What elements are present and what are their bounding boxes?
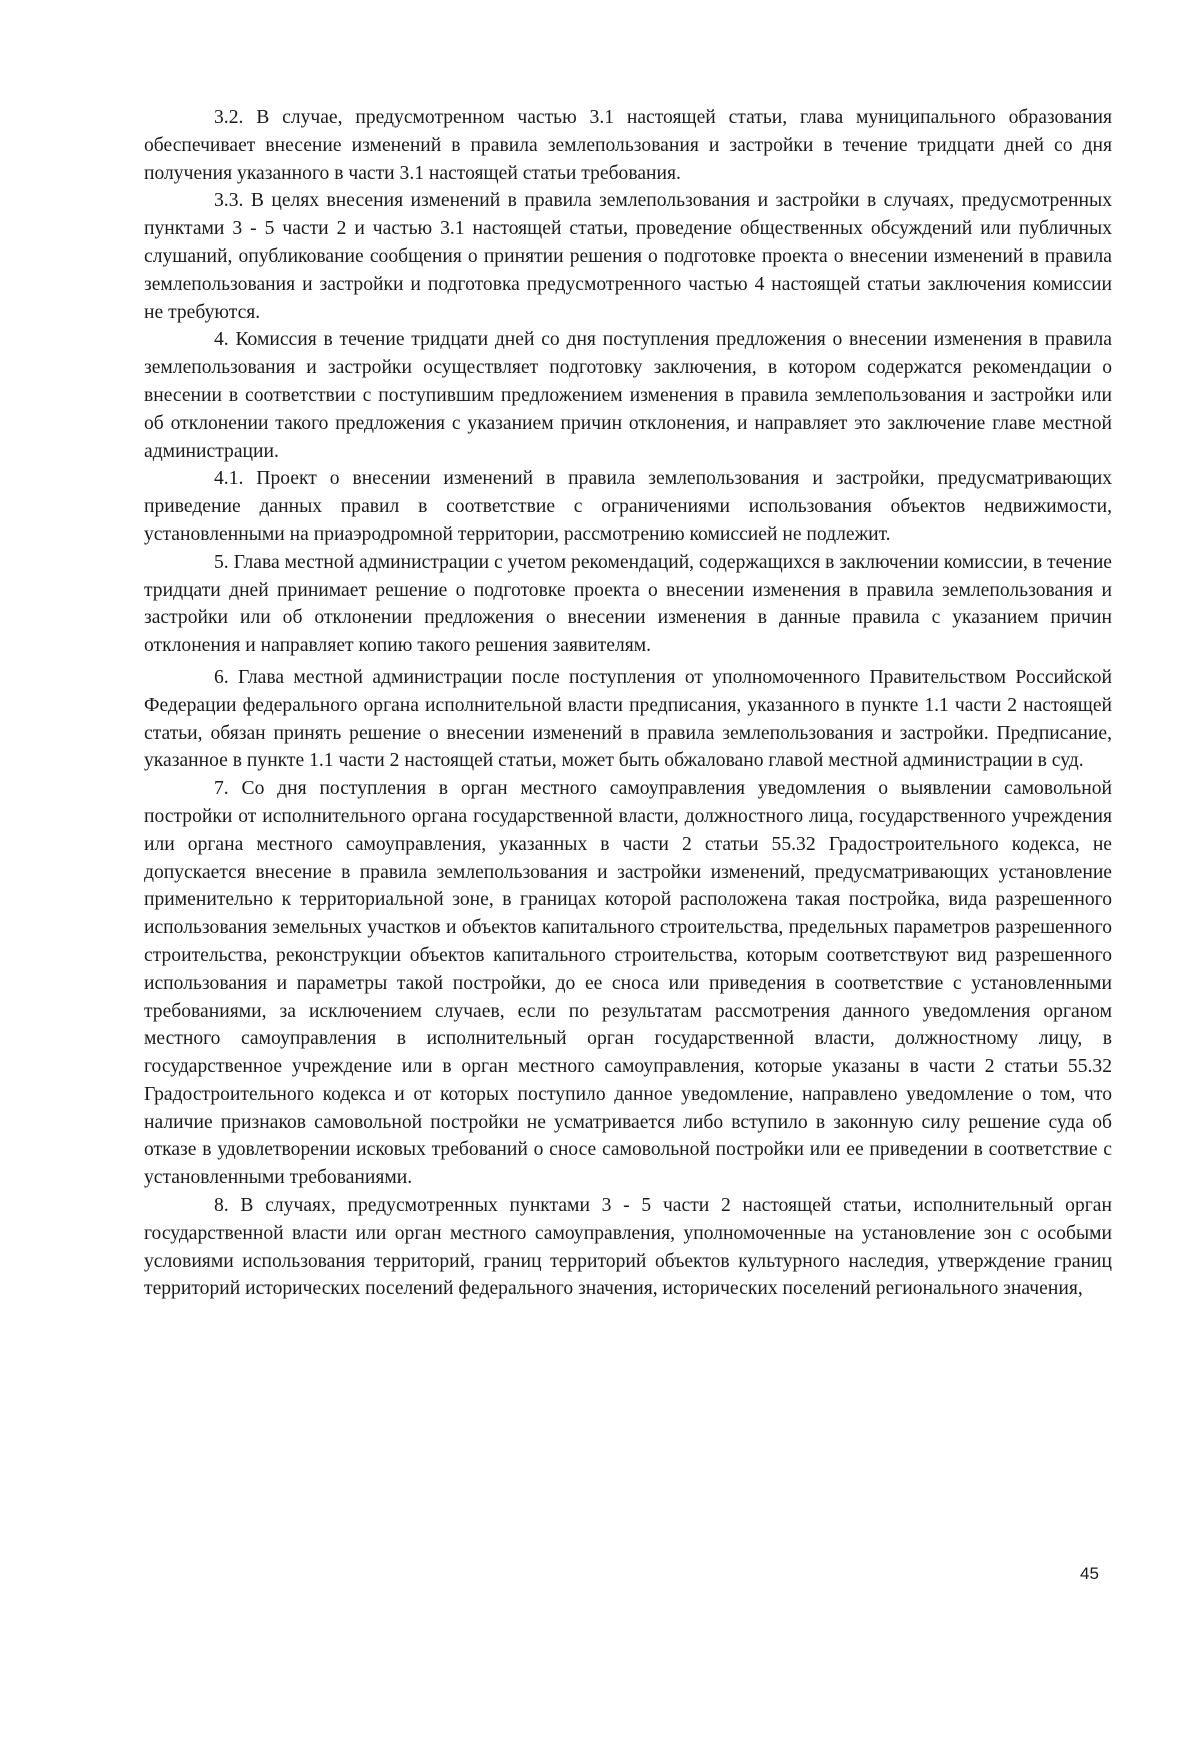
page-number: 45 [1080, 1564, 1099, 1583]
paragraph-3-2: 3.2. В случае, предусмотренном частью 3.1 настоящей статьи, глава муниципального образования обеспечивает внесение изменений в правила землепользования и застройки в течение тридцати дней со дня получения указанного в части 3.1 настоящей статьи требования. [144, 107, 1112, 184]
paragraph-6: 6. Глава местной администрации после поступления от уполномоченного Правительством Российской Федерации федерального органа исполнительной власти предписания, указанного в пункте 1.1 части 2 настоящей статьи, обязан принять решение о внесении изменений в правила землепользования и застройки. Предписание, указанное в пункте 1.1 части 2 настоящей статьи, может быть обжаловано главой местной администрации в суд. [144, 666, 1112, 772]
paragraph-7: 7. Со дня поступления в орган местного самоуправления уведомления о выявлении самовольной постройки от исполнительного органа государственной власти, должностного лица, государственного учреждения или органа местного самоуправления, указанных в части 2 статьи 55.32 Градостроительного кодекса, не допускается внесение в правила землепользования и застройки изменений, предусматривающих установление применительно к территориальной зоне, в границах которой расположена такая постройка, вида разрешенного использования земельных участков и объектов капитального строительства, предельных параметров разрешенного строительства, реконструкции объектов капитального строительства, которым соответствуют вид разрешенного использования и параметры такой постройки, до ее сноса или приведения в соответствие с установленными требованиями, за исключением случаев, если по результатам рассмотрения данного уведомления органом местного самоуправления в исполнительный орган государственной власти, должностному лицу, в государственное учреждение или в орган местного самоуправления, которые указаны в части 2 статьи 55.32 Градостроительного кодекса и от которых поступило данное уведомление, направлено уведомление о том, что наличие признаков самовольной постройки не усматривается либо вступило в законную силу решение суда об отказе в удовлетворении исковых требований о сносе самовольной постройки или ее приведении в соответствие с установленными требованиями. [144, 778, 1112, 1189]
document-body [144, 104, 1112, 1303]
paragraph-4-1: 4.1. Проект о внесении изменений в правила землепользования и застройки, предусматривающих приведение данных правил в соответствие с ограничениями использования объектов недвижимости, установленными на приаэродромной территории, рассмотрению комиссией не подлежит. [144, 468, 1112, 545]
paragraph-5: 5. Глава местной администрации с учетом рекомендаций, содержащихся в заключении комиссии, в течение тридцати дней принимает решение о подготовке проекта о внесении изменения в правила землепользования и застройки или об отклонении предложения о внесении изменения в данные правила с указанием причин отклонения и направляет копию такого решения заявителям. [144, 551, 1112, 657]
paragraph-4: 4. Комиссия в течение тридцати дней со дня поступления предложения о внесении изменения в правила землепользования и застройки осуществляет подготовку заключения, в котором содержатся рекомендации о внесении в соответствии с поступившим предложением изменения в правила землепользования и застройки или об отклонении такого предложения с указанием причин отклонения, и направляет это заключение главе местной администрации. [144, 329, 1112, 462]
paragraph-3-3: 3.3. В целях внесения изменений в правила землепользования и застройки в случаях, предусмотренных пунктами 3 - 5 части 2 и частью 3.1 настоящей статьи, проведение общественных обсуждений или публичных слушаний, опубликование сообщения о принятии решения о подготовке проекта о внесении изменений в правила землепользования и застройки и подготовка предусмотренного частью 4 настоящей статьи заключения комиссии не требуются. [144, 190, 1112, 323]
paragraph-8: 8. В случаях, предусмотренных пунктами 3 - 5 части 2 настоящей статьи, исполнительный орган государственной власти или орган местного самоуправления, уполномоченные на установление зон с особыми условиями использования территорий, границ территорий объектов культурного наследия, утверждение границ территорий исторических поселений федерального значения, исторических поселений регионального значения, [144, 1195, 1112, 1300]
